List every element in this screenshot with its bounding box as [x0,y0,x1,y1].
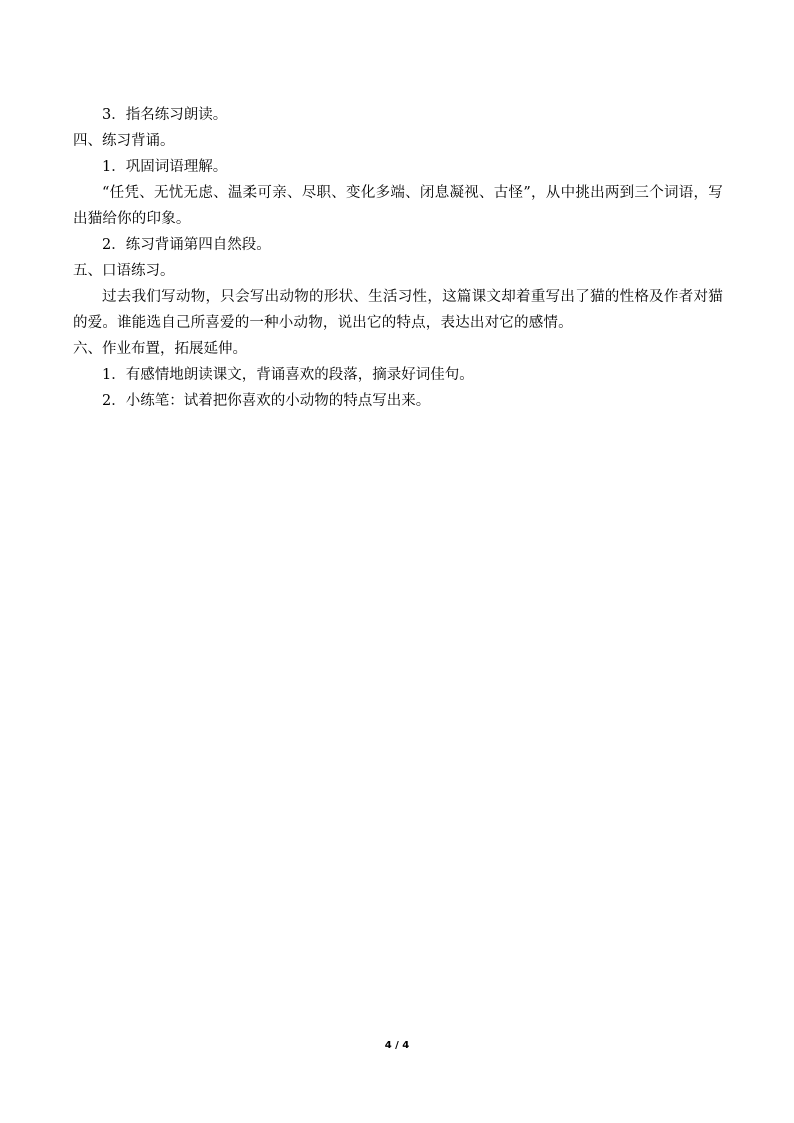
document-body [73,102,723,414]
item-recite-paragraph: 2．练习背诵第四自然段。 [102,237,271,253]
section-heading-oral: 五、口语练习。 [73,263,175,279]
page-number: 4 / 4 [384,1040,410,1051]
section-heading-recite: 四、练习背诵。 [73,133,175,149]
item-homework-reading: 1．有感情地朗读课文，背诵喜欢的段落，摘录好词佳句。 [102,367,474,383]
section-heading-homework: 六、作业布置，拓展延伸。 [73,341,247,357]
item-vocabulary: 1．巩固词语理解。 [102,159,228,175]
paragraph-oral-practice: 过去我们写动物，只会写出动物的形状、生活习性，这篇课文却着重写出了猫的性格及作者对猫的爱。谁能选自己所喜爱的一种小动物，说出它的特点，表达出对它的感情。 [73,289,723,331]
item-read-aloud: 3．指名练习朗读。 [102,107,228,123]
item-homework-writing: 2．小练笔：试着把你喜欢的小动物的特点写出来。 [102,393,431,409]
paragraph-vocabulary-task: “任凭、无忧无虑、温柔可亲、尽职、变化多端、闭息凝视、古怪”，从中挑出两到三个词语，写出猫给你的印象。 [73,185,723,227]
